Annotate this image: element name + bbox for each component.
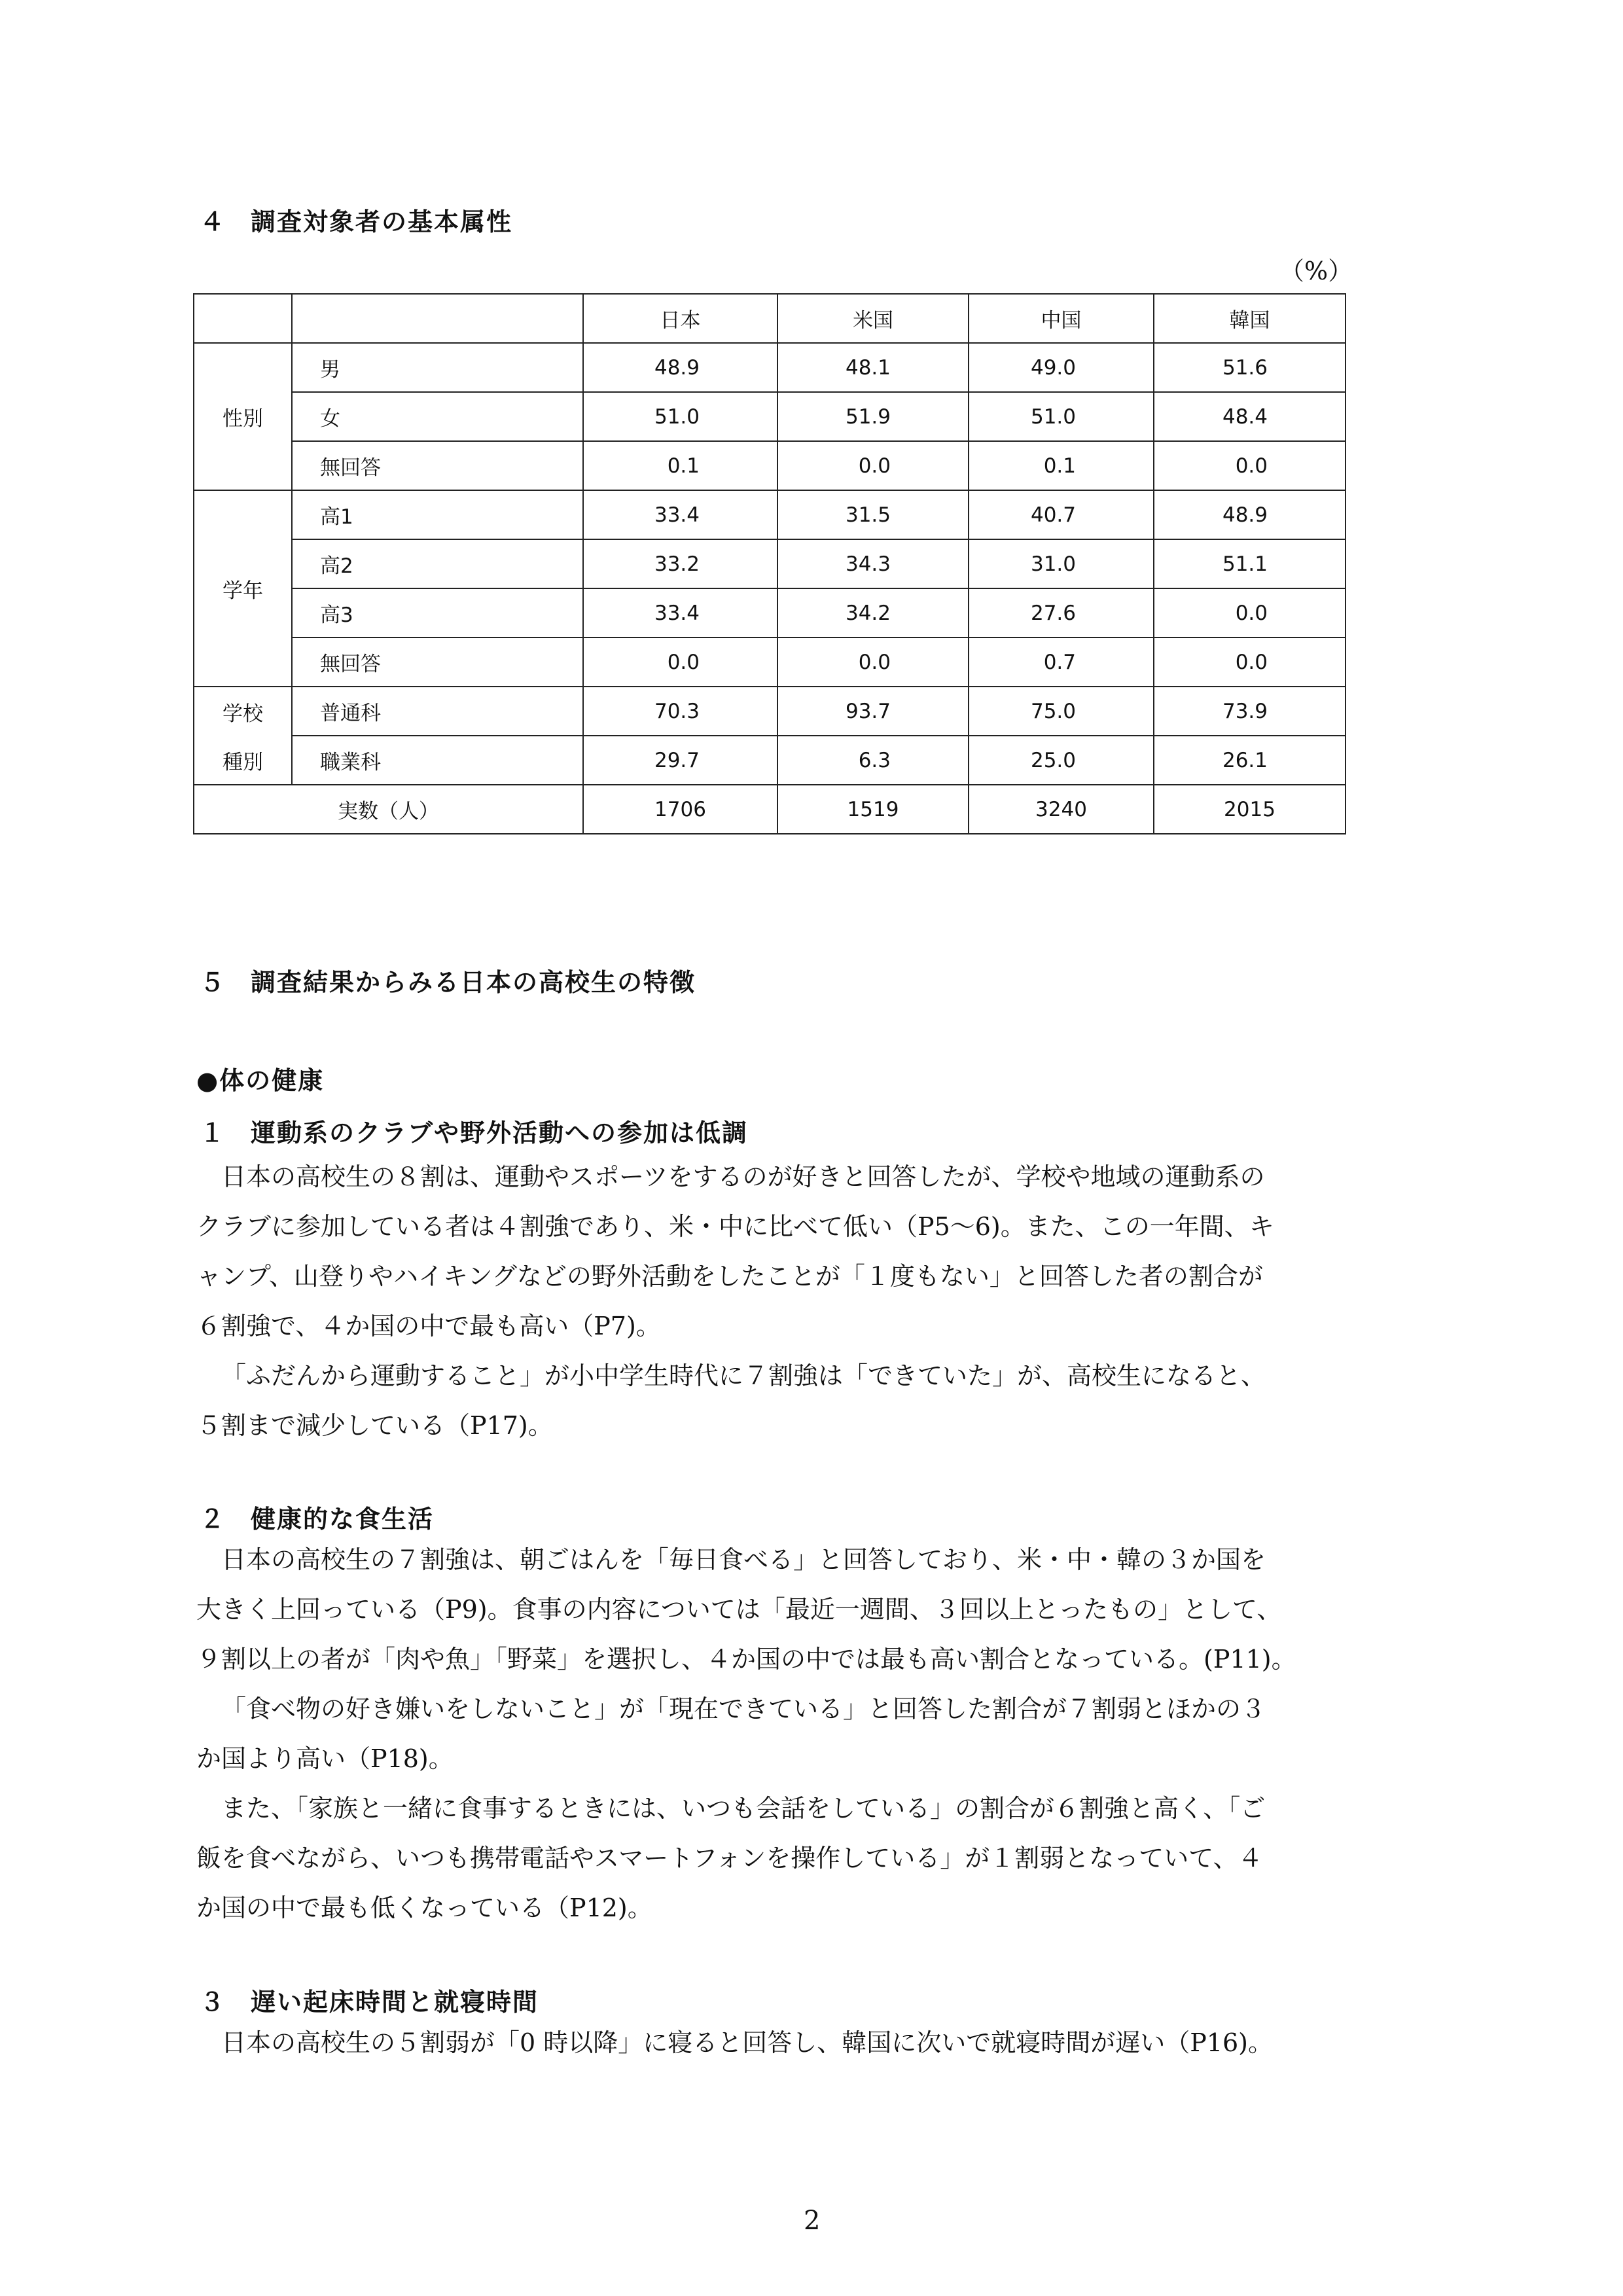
total-cell: 1706 (583, 785, 777, 834)
table-cell: 31.5 (777, 490, 969, 539)
total-cell: 2015 (1154, 785, 1346, 834)
table-unit: （%） (1279, 257, 1353, 285)
text-line: か国より高い（P18)。 (196, 1744, 454, 1773)
bullet-heading: ●体の健康 (196, 1066, 325, 1095)
table-cell: 40.7 (969, 490, 1154, 539)
topic-1-body (196, 1152, 1440, 1450)
group-label-grade: 学年 (194, 490, 292, 687)
topic-2-body (196, 1535, 1440, 1933)
text-line: 日本の高校生の８割は、運動やスポーツをするのが好きと回答したが、学校や地域の運動系の (221, 1162, 1265, 1191)
blank-cell (292, 294, 583, 343)
column-header: 米国 (777, 294, 969, 343)
section-4-heading (200, 202, 512, 238)
group-label-school-type-line2: 種別 (194, 736, 292, 785)
table-cell: 29.7 (583, 736, 777, 785)
table-cell: 48.4 (1154, 392, 1346, 441)
topic-3-body (196, 2018, 1440, 2068)
row-label: 無回答 (292, 441, 583, 490)
table-cell: 0.0 (777, 441, 969, 490)
row-label: 無回答 (292, 637, 583, 687)
topic-title: 運動系のクラブや野外活動への参加は低調 (251, 1119, 749, 1147)
table-cell: 48.1 (777, 343, 969, 392)
section-title: 調査対象者の基本属性 (251, 207, 513, 236)
table-cell: 0.7 (969, 637, 1154, 687)
table-cell: 0.0 (1154, 637, 1346, 687)
row-label: 普通科 (292, 687, 583, 736)
group-label-school-type-line1: 学校 (194, 687, 292, 736)
page-number: 2 (804, 2206, 821, 2236)
table-row (194, 736, 1346, 785)
section-5-heading (200, 962, 696, 998)
table-cell: 31.0 (969, 539, 1154, 588)
table-header-row (194, 294, 1346, 343)
table-row (194, 441, 1346, 490)
text-line: 飯を食べながら、いつも携帯電話やスマートフォンを操作している」が１割弱となっていて、４ (196, 1844, 1263, 1873)
topic-number: ３ (200, 1988, 226, 2017)
table-row (194, 588, 1346, 637)
table-row (194, 687, 1346, 736)
row-label: 高1 (292, 490, 583, 539)
table-row (194, 343, 1346, 392)
section-title: 調査結果からみる日本の高校生の特徴 (251, 968, 696, 997)
table-row (194, 539, 1346, 588)
total-cell: 1519 (777, 785, 969, 834)
table-cell: 27.6 (969, 588, 1154, 637)
text-line: クラブに参加している者は４割強であり、米・中に比べて低い（P5〜6)。また、この一年間、キ (196, 1212, 1274, 1241)
table-cell: 48.9 (1154, 490, 1346, 539)
attributes-table (193, 293, 1346, 834)
text-line: ャンプ、山登りやハイキングなどの野外活動をしたことが「１度もない」と回答した者の割合が (196, 1262, 1263, 1291)
text-line: 「ふだんから運動すること」が小中学生時代に７割強は「できていた」が、高校生になると、 (221, 1361, 1266, 1390)
table-total-row (194, 785, 1346, 834)
table-cell: 0.0 (583, 637, 777, 687)
table-cell: 93.7 (777, 687, 969, 736)
column-header: 中国 (969, 294, 1154, 343)
topic-3-heading (200, 1982, 539, 2018)
text-line: ５割まで減少している（P17)。 (196, 1411, 553, 1440)
total-cell: 3240 (969, 785, 1154, 834)
table-cell: 33.2 (583, 539, 777, 588)
table-row (194, 637, 1346, 687)
text-line: か国の中で最も低くなっている（P12)。 (196, 1893, 652, 1922)
table-cell: 0.1 (969, 441, 1154, 490)
row-label: 職業科 (292, 736, 583, 785)
table-cell: 25.0 (969, 736, 1154, 785)
column-header: 日本 (583, 294, 777, 343)
table-cell: 34.3 (777, 539, 969, 588)
table-cell: 33.4 (583, 490, 777, 539)
table-cell: 6.3 (777, 736, 969, 785)
table-cell: 70.3 (583, 687, 777, 736)
blank-cell (194, 294, 292, 343)
table-cell: 26.1 (1154, 736, 1346, 785)
table-cell: 51.9 (777, 392, 969, 441)
table-cell: 48.9 (583, 343, 777, 392)
group-label-gender: 性別 (194, 343, 292, 490)
topic-2-heading (200, 1499, 434, 1535)
section-number: ４ (200, 207, 226, 236)
text-line: また、「家族と一緒に食事するときには、いつも会話をしている」の割合が６割強と高く、「ご (221, 1794, 1266, 1823)
topic-title: 遅い起床時間と就寝時間 (251, 1988, 539, 2017)
table-cell: 0.0 (1154, 441, 1346, 490)
table-cell: 0.1 (583, 441, 777, 490)
text-line: 日本の高校生の５割弱が「0 時以降」に寝ると回答し、韓国に次いで就寝時間が遅い（P16)。 (221, 2028, 1274, 2057)
table-cell: 51.0 (583, 392, 777, 441)
table-cell: 34.2 (777, 588, 969, 637)
table-row (194, 392, 1346, 441)
table-cell: 33.4 (583, 588, 777, 637)
text-line: 「食べ物の好き嫌いをしないこと」が「現在できている」と回答した割合が７割弱とほかの３ (221, 1695, 1266, 1723)
table-cell: 51.1 (1154, 539, 1346, 588)
row-label: 高2 (292, 539, 583, 588)
topic-number: １ (200, 1119, 226, 1147)
topic-1-heading (200, 1113, 748, 1149)
table-cell: 51.6 (1154, 343, 1346, 392)
table-cell: 0.0 (777, 637, 969, 687)
row-label: 女 (292, 392, 583, 441)
table-cell: 51.0 (969, 392, 1154, 441)
section-number: ５ (200, 968, 226, 997)
table-cell: 73.9 (1154, 687, 1346, 736)
table-cell: 49.0 (969, 343, 1154, 392)
total-label: 実数（人） (194, 785, 583, 834)
table-cell: 75.0 (969, 687, 1154, 736)
row-label: 高3 (292, 588, 583, 637)
text-line: 日本の高校生の７割強は、朝ごはんを「毎日食べる」と回答しており、米・中・韓の３か国を (221, 1545, 1266, 1574)
table-row (194, 490, 1346, 539)
topic-number: ２ (200, 1505, 226, 1534)
text-line: 大きく上回っている（P9)。食事の内容については「最近一週間、３回以上とったもの」として、 (196, 1595, 1282, 1624)
row-label: 男 (292, 343, 583, 392)
table-cell: 0.0 (1154, 588, 1346, 637)
text-line: ９割以上の者が「肉や魚」「野菜」を選択し、４か国の中では最も高い割合となっている。(P11)。 (196, 1645, 1296, 1674)
topic-title: 健康的な食生活 (251, 1505, 435, 1534)
column-header: 韓国 (1154, 294, 1346, 343)
text-line: ６割強で、４か国の中で最も高い（P7)。 (196, 1312, 661, 1340)
